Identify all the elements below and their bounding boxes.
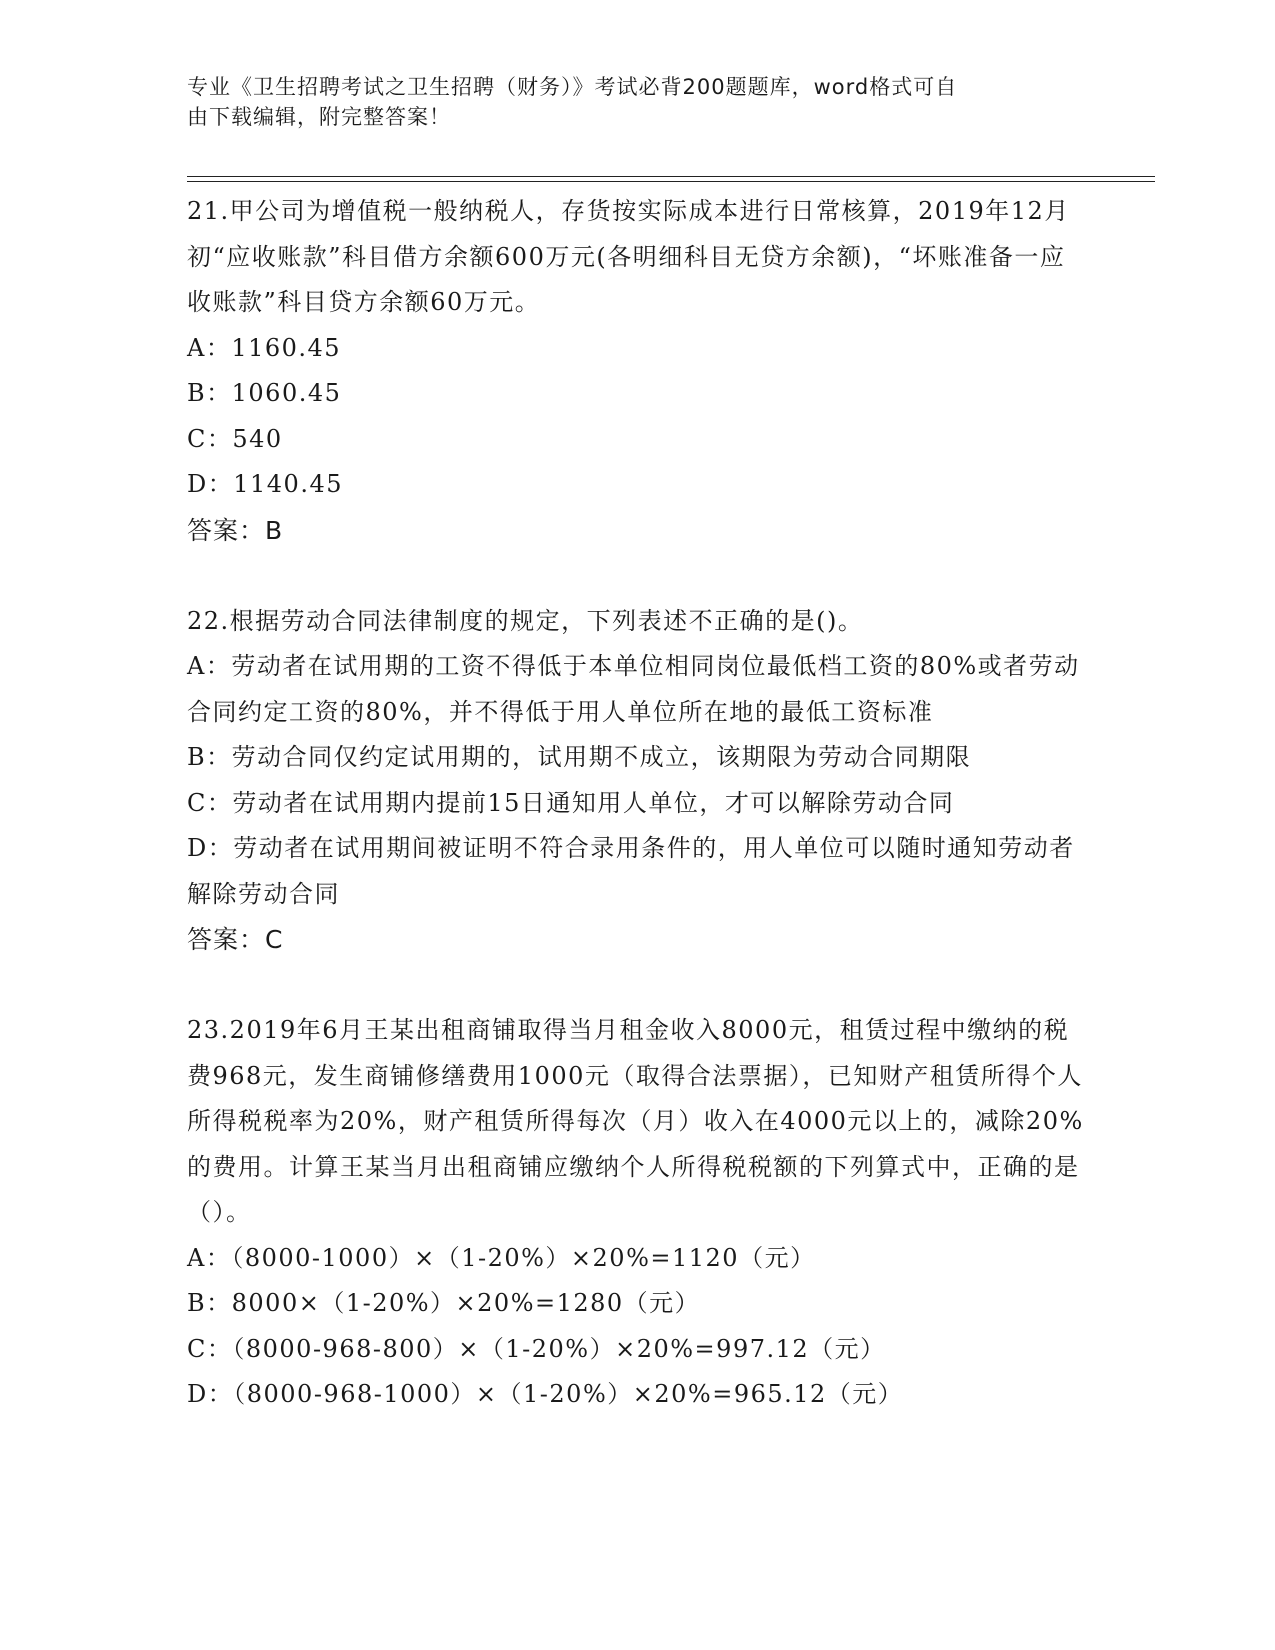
question-23 xyxy=(187,1008,1087,1418)
answer-label: 答案：C xyxy=(187,925,284,954)
answer-label: 答案：B xyxy=(187,515,284,545)
question-spacer xyxy=(187,554,1087,599)
header-line-1: 专业《卫生招聘考试之卫生招聘（财务）》考试必背200题题库，word格式可自 xyxy=(187,75,958,99)
option-b: B：8000×（1-20%）×20%=1280（元） xyxy=(187,1289,701,1317)
header-divider-bottom xyxy=(187,181,1155,182)
option-b: B：劳动合同仅约定试用期的，试用期不成立，该期限为劳动合同期限 xyxy=(187,743,972,771)
option-c: C：（8000-968-800）×（1-20%）×20%=997.12（元） xyxy=(187,1334,886,1363)
question-list xyxy=(187,189,1087,1418)
option-c: C：劳动者在试用期内提前15日通知用人单位，才可以解除劳动合同 xyxy=(187,788,955,817)
option-d: D：（8000-968-1000）×（1-20%）×20%=965.12（元） xyxy=(187,1380,904,1408)
option-a: A：劳动者在试用期的工资不得低于本单位相同岗位最低档工资的80%或者劳动合同约定工资的80%，并不得低于用人单位所在地的最低工资标准 xyxy=(187,652,1080,726)
option-d: D：1140.45 xyxy=(187,470,343,498)
question-stem: 23.2019年6月王某出租商铺取得当月租金收入8000元，租赁过程中缴纳的税费968元，发生商铺修缮费用1000元（取得合法票据），已知财产租赁所得个人所得税税率为20%，财产租赁所得每次（月）收入在4000元以上的，减除20%的费用。计算王某当月出租商铺应缴纳个人所得税税额的下列算式中，正确的是（）。 xyxy=(187,1016,1084,1226)
question-stem: 21.甲公司为增值税一般纳税人，存货按实际成本进行日常核算，2019年12月初“应收账款”科目借方余额600万元(各明细科目无贷方余额)，“坏账准备一应收账款”科目贷方余额60万元。 xyxy=(187,197,1070,316)
header-line-2: 由下载编辑，附完整答案！ xyxy=(187,105,451,129)
option-c: C：540 xyxy=(187,424,283,453)
option-a: A：1160.45 xyxy=(187,333,342,362)
question-22 xyxy=(187,599,1087,964)
option-a: A：（8000-1000）×（1-20%）×20%=1120（元） xyxy=(187,1243,816,1272)
header-divider-top xyxy=(187,176,1155,177)
question-spacer xyxy=(187,963,1087,1008)
question-stem: 22.根据劳动合同法律制度的规定，下列表述不正确的是()。 xyxy=(187,606,864,635)
question-21 xyxy=(187,189,1087,554)
option-d: D：劳动者在试用期间被证明不符合录用条件的，用人单位可以随时通知劳动者解除劳动合同 xyxy=(187,834,1075,908)
option-b: B：1060.45 xyxy=(187,379,342,407)
document-header xyxy=(187,72,1067,132)
